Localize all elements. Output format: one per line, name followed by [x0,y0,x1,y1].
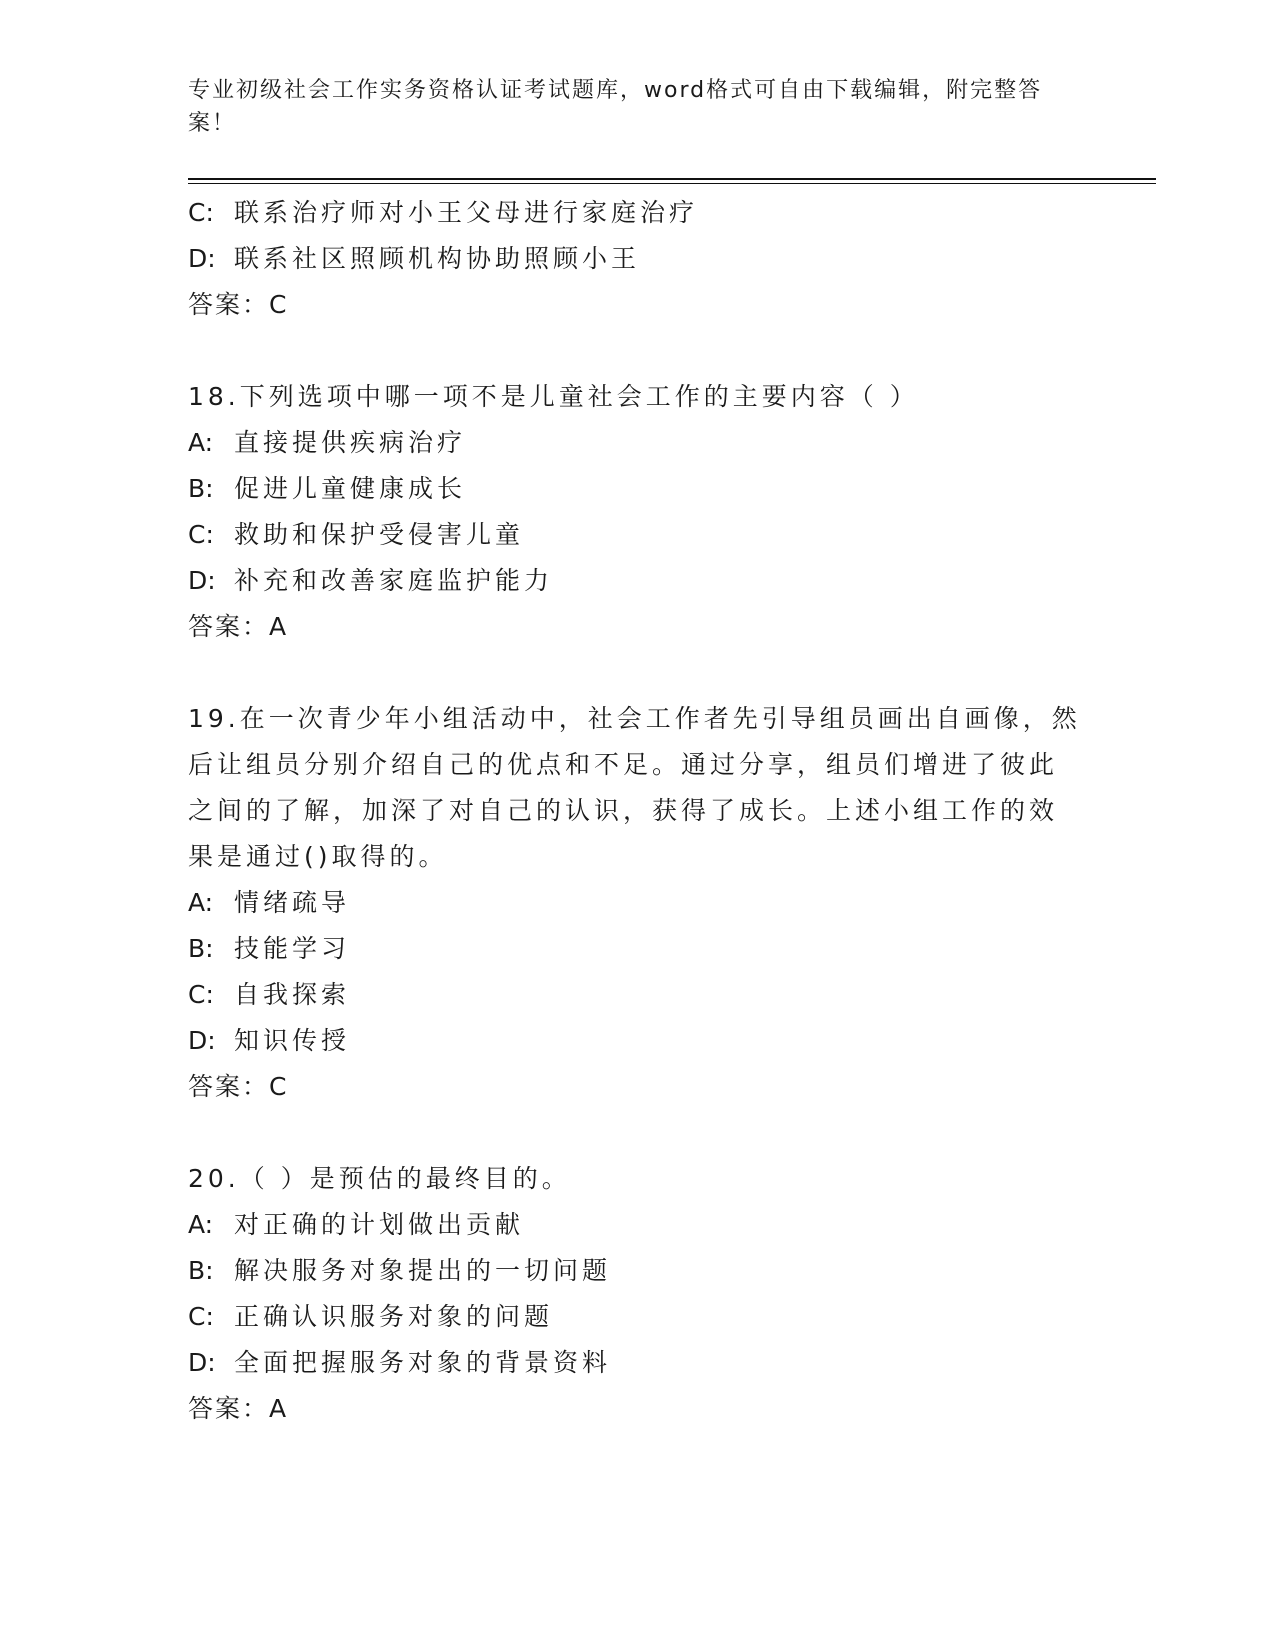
answer-line: 答案：C [188,290,289,319]
option-letter: C: [188,980,214,1009]
option-text: 联系社区照顾机构协助照顾小王 [234,244,641,273]
question-content [188,190,1081,1432]
option-letter: B: [188,474,214,503]
option-letter: C: [188,1302,214,1331]
option-b [188,926,1068,972]
option-text: 直接提供疾病治疗 [234,428,467,457]
stem-line: 19.在一次青少年小组活动中，社会工作者先引导组员画出自画像，然 [188,704,1081,733]
header-divider-thin [188,183,1156,184]
option-b [188,466,1068,512]
option-letter: C: [188,520,214,549]
option-c [188,512,1068,558]
option-letter: D: [188,244,216,273]
option-letter: B: [188,1256,214,1285]
answer-line: 答案：A [188,612,289,641]
header-divider [188,178,1156,180]
option-text: 解决服务对象提出的一切问题 [234,1256,612,1285]
question-18 [188,374,1068,650]
option-text: 促进儿童健康成长 [234,474,467,503]
option-letter: D: [188,1348,216,1377]
option-b [188,1248,1068,1294]
spacer [188,1110,1068,1156]
header-text: 专业初级社会工作实务资格认证考试题库，word格式可自由下载编辑，附完整答案！ [188,78,1043,136]
answer-line: 答案：C [188,1072,289,1101]
question-stem: 18.下列选项中哪一项不是儿童社会工作的主要内容（ ） [188,382,919,411]
option-letter: A: [188,428,214,457]
option-text: 对正确的计划做出贡献 [234,1210,525,1239]
option-c [188,190,1068,236]
option-d [188,1340,1068,1386]
option-d [188,236,1068,282]
stem-line: 果是通过()取得的。 [188,842,448,871]
stem-line: 之间的了解，加深了对自己的认识，获得了成长。上述小组工作的效 [188,796,1059,825]
stem-line: 后让组员分别介绍自己的优点和不足。通过分享，组员们增进了彼此 [188,750,1059,779]
option-d [188,558,1068,604]
spacer [188,328,1068,374]
option-text: 正确认识服务对象的问题 [234,1302,554,1331]
question-20 [188,1156,1068,1432]
option-text: 联系治疗师对小王父母进行家庭治疗 [234,198,699,227]
spacer [188,650,1068,696]
question-19 [188,696,1081,1110]
option-text: 全面把握服务对象的背景资料 [234,1348,612,1377]
option-letter: B: [188,934,214,963]
option-d [188,1018,1068,1064]
option-letter: D: [188,1026,216,1055]
option-a [188,420,1068,466]
question-17-tail [188,190,1068,328]
option-a [188,880,1068,926]
question-stem: 20.（ ）是预估的最终目的。 [188,1164,571,1193]
option-c [188,972,1068,1018]
question-stem [188,696,1081,880]
option-c [188,1294,1068,1340]
option-letter: C: [188,198,214,227]
option-text: 救助和保护受侵害儿童 [234,520,525,549]
option-text: 自我探索 [234,980,351,1009]
option-a [188,1202,1068,1248]
option-letter: A: [188,1210,214,1239]
option-text: 技能学习 [234,934,351,963]
option-text: 补充和改善家庭监护能力 [234,566,554,595]
answer-line: 答案：A [188,1394,289,1423]
option-letter: A: [188,888,214,917]
page-header [188,74,1068,140]
option-letter: D: [188,566,216,595]
option-text: 情绪疏导 [234,888,351,917]
option-text: 知识传授 [234,1026,351,1055]
